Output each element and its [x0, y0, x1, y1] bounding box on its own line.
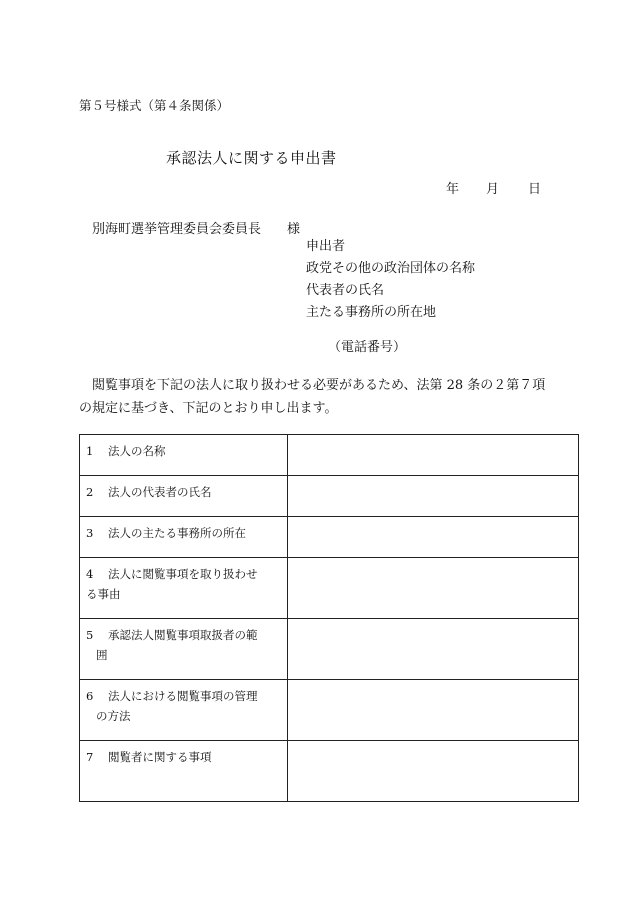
date-year-label: 年 — [446, 182, 460, 197]
table-row — [80, 680, 579, 741]
row-number: 4 — [86, 567, 94, 581]
date-month-label: 月 — [486, 182, 500, 197]
addressee-name: 別海町選挙管理委員会委員長 — [92, 222, 262, 237]
row-label-continuation: る事由 — [86, 587, 121, 601]
row-value-cell[interactable] — [288, 741, 579, 802]
applicant-heading: 申出者 — [306, 239, 346, 254]
representative-label: 代表者の氏名 — [306, 283, 385, 298]
application-table — [79, 434, 579, 802]
table-row — [80, 741, 579, 802]
form-number: 第５号様式（第４条関係） — [79, 98, 230, 113]
row-label-cell — [80, 476, 288, 517]
row-label-cell — [80, 741, 288, 802]
body-line-1: 閲覧事項を下記の法人に取り扱わせる必要があるため、法第 28 条の２第７項 — [92, 378, 546, 393]
table-row — [80, 558, 579, 619]
row-label-cell — [80, 619, 288, 680]
applicant-block — [306, 236, 475, 324]
row-label-cell — [80, 517, 288, 558]
row-label-continuation: の方法 — [96, 709, 131, 723]
table-row — [80, 619, 579, 680]
row-number: 1 — [86, 444, 94, 458]
row-value-cell[interactable] — [288, 619, 579, 680]
table-row — [80, 476, 579, 517]
row-label: 閲覧者に関する事項 — [108, 750, 212, 764]
row-value-cell[interactable] — [288, 558, 579, 619]
row-value-cell[interactable] — [288, 517, 579, 558]
row-label: 法人の代表者の氏名 — [108, 485, 212, 499]
row-number: 5 — [86, 628, 94, 642]
office-address-label: 主たる事務所の所在地 — [306, 305, 437, 320]
row-label-continuation: 囲 — [96, 648, 108, 662]
table-row — [80, 517, 579, 558]
org-name-label: 政党その他の政治団体の名称 — [306, 261, 476, 276]
row-value-cell[interactable] — [288, 680, 579, 741]
row-number: 2 — [86, 485, 94, 499]
row-label: 法人の名称 — [108, 444, 166, 458]
row-number: 3 — [86, 526, 94, 540]
row-label: 法人の主たる事務所の所在 — [108, 526, 246, 540]
row-number: 6 — [86, 689, 94, 703]
row-label-cell — [80, 435, 288, 476]
body-line-2: の規定に基づき、下記のとおり申し出ます。 — [79, 401, 338, 416]
row-label: 法人に閲覧事項を取り扱わせ — [108, 567, 258, 581]
row-label-cell — [80, 680, 288, 741]
row-label: 承認法人閲覧事項取扱者の範 — [108, 628, 258, 642]
body-paragraph — [79, 374, 584, 420]
date-day-label: 日 — [528, 182, 542, 197]
addressee-honorific: 様 — [287, 222, 301, 237]
document-title: 承認法人に関する申出書 — [166, 149, 337, 167]
row-value-cell[interactable] — [288, 476, 579, 517]
phone-label: （電話番号） — [328, 340, 407, 355]
table-row — [80, 435, 579, 476]
row-number: 7 — [86, 750, 94, 764]
row-label-cell — [80, 558, 288, 619]
row-label: 法人における閲覧事項の管理 — [108, 689, 258, 703]
row-value-cell[interactable] — [288, 435, 579, 476]
addressee — [92, 218, 300, 237]
